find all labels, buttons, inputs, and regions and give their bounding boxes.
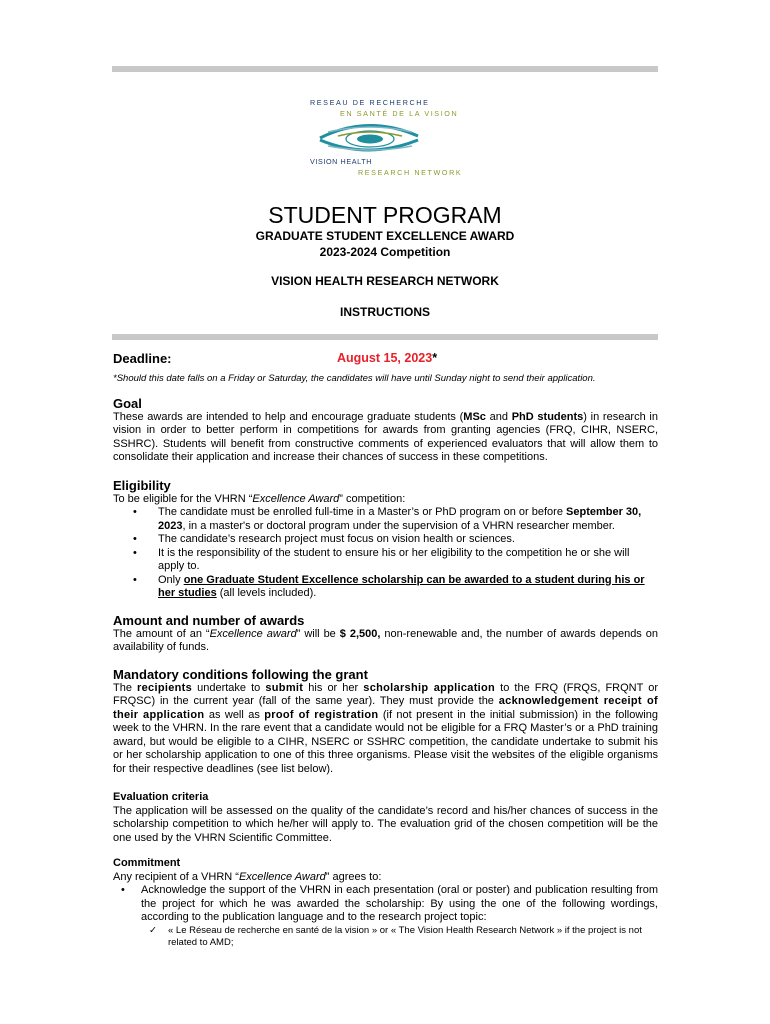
mandatory-heading: Mandatory conditions following the grant — [113, 667, 368, 682]
section-divider — [112, 334, 658, 340]
list-item: ✓ « Le Réseau de recherche en santé de la vision » or « The Vision Health Research Network » if the project is not related to AMD; — [149, 924, 642, 948]
goal-heading: Goal — [113, 396, 142, 411]
deadline-date: August 15, 2023 — [337, 351, 433, 365]
list-item: • Acknowledge the support of the VHRN in each presentation (oral or poster) and publication resulting from the project for which he was awarded the scholarship: By using the one of the following wordings, according to the publication language and to the research project topic: — [121, 884, 658, 923]
vhrn-logo — [308, 96, 478, 178]
mandatory-text: The recipients undertake to submit his or her scholarship application to the FRQ (FRQS, FRQNT or FRQSC) in the current year (fall of the same year). They must provide the acknowledgement receipt of their application as well as proof of registration (if not present in the initial submission) in the following week to the VHRN. In the rare event that a candidate would not be eligible for a FRQ Master’s or a PhD training award, but would be eligible to a CIHR, NSERC or SSHRC competition, the candidate undertake to submit his or her scholarship application to one of this three organisms. Please visit the websites of the eligible organisms for their respective deadlines (see list below). — [113, 681, 659, 775]
eligibility-heading: Eligibility — [113, 478, 171, 493]
award-name: GRADUATE STUDENT EXCELLENCE AWARD — [255, 229, 515, 243]
checkmark-icon: ✓ — [149, 924, 157, 936]
list-item: • It is the responsibility of the student to ensure his or her eligibility to the competition he or she will apply to. — [133, 546, 630, 572]
evaluation-heading: Evaluation criteria — [113, 791, 209, 803]
commitment-intro: Any recipient of a VHRN “Excellence Award” agrees to: — [113, 870, 382, 883]
list-item: • Only one Graduate Student Excellence scholarship can be awarded to a student during his or her studies (all levels included). — [133, 573, 645, 599]
top-divider — [112, 66, 658, 72]
mandatory-section — [113, 668, 658, 776]
page-title: STUDENT PROGRAM — [268, 202, 502, 228]
list-item: • The candidate’s research project must focus on vision health or sciences. — [133, 533, 515, 545]
eligibility-section — [113, 479, 658, 601]
svg-text:RESEARCH NETWORK: RESEARCH NETWORK — [358, 168, 463, 177]
commitment-heading: Commitment — [113, 857, 181, 869]
eye-emblem — [320, 125, 418, 150]
goal-text: These awards are intended to help and encourage graduate students (MSc and PhD students) in research in vision in order to better perform in competitions for awards from granting agencies (FRQ, CIHR, NSERC, SSHRC). Students will benefit from constructive comments of experienced evaluators that will allow them to consolidate their application and increase their chances of success in these competitions. — [113, 410, 658, 463]
deadline-note: *Should this date falls on a Friday or Saturday, the candidates will have until Sunday night to send their application. — [113, 373, 596, 384]
amount-heading: Amount and number of awards — [113, 613, 305, 628]
network-name: VISION HEALTH RESEARCH NETWORK — [271, 274, 499, 288]
amount-text: The amount of an “Excellence award” will be $ 2,500, non-renewable and, the number of awards depends on availability of funds. — [113, 627, 659, 653]
evaluation-text: The application will be assessed on the quality of the candidate’s record and his/her chances of success in the scholarship competition to which he/her will apply to. The evaluation grid of the chosen competition will be the one used by the VHRN Scientific Committee. — [113, 804, 658, 844]
competition-year: 2023-2024 Competition — [319, 245, 451, 259]
evaluation-section — [113, 791, 658, 845]
svg-text:RESEAU DE RECHERCHE: RESEAU DE RECHERCHE — [310, 98, 430, 107]
eligibility-list — [113, 506, 658, 601]
amount-section — [113, 614, 658, 655]
deadline-row — [113, 352, 658, 367]
commitment-list — [113, 884, 658, 925]
svg-text:EN SANTÉ DE LA VISION: EN SANTÉ DE LA VISION — [340, 109, 459, 118]
deadline-label: Deadline: — [113, 351, 172, 366]
commitment-section — [113, 857, 658, 949]
deadline-star: * — [432, 351, 438, 365]
eligibility-intro: To be eligible for the VHRN “Excellence Award” competition: — [113, 492, 406, 505]
instructions-heading: INSTRUCTIONS — [340, 305, 430, 319]
wording-list — [113, 925, 658, 949]
svg-text:VISION HEALTH: VISION HEALTH — [310, 157, 372, 166]
list-item: • The candidate must be enrolled full-time in a Master’s or PhD program on or before September 30, 2023, in a master's or doctoral program under the supervision of a VHRN researcher member. — [133, 506, 642, 532]
goal-section — [113, 397, 658, 465]
